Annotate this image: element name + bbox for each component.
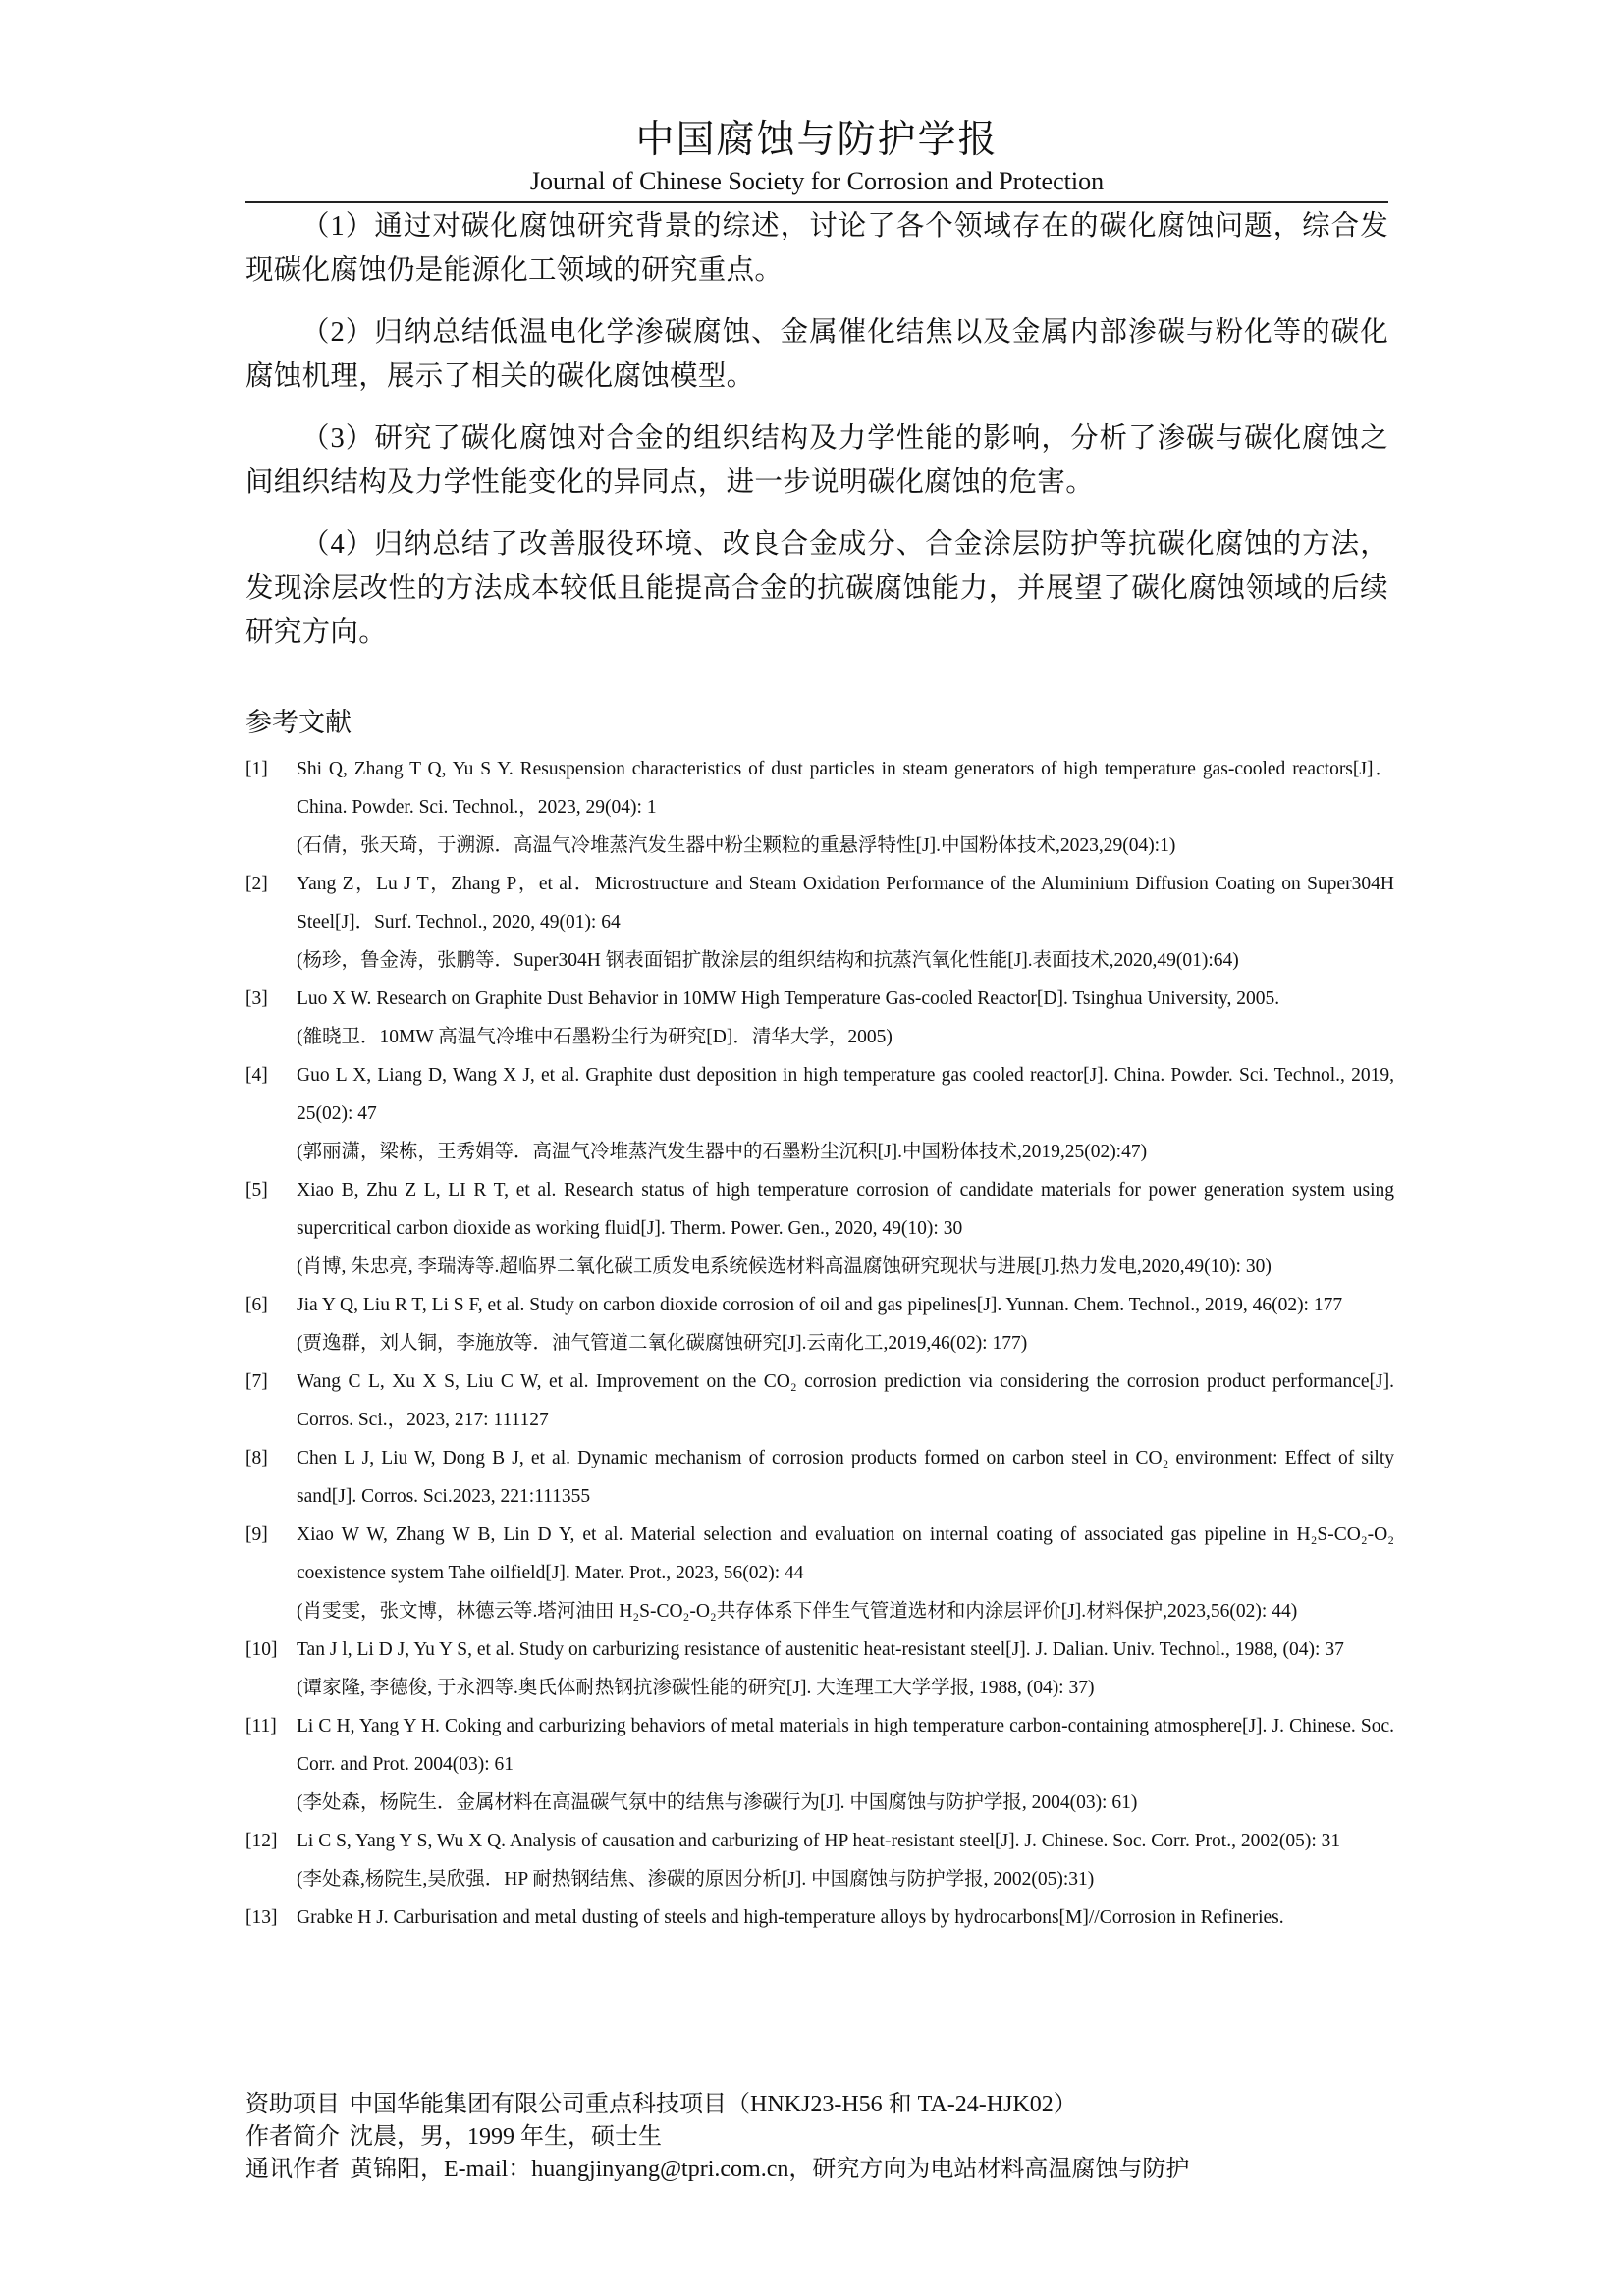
reference-number: [12]: [245, 1831, 278, 1851]
reference-number: [1]: [245, 759, 268, 779]
journal-title-cn: 中国腐蚀与防护学报: [635, 119, 999, 161]
reference-list: [245, 750, 1394, 1937]
reference-item: [245, 1707, 1394, 1822]
reference-item: [245, 1056, 1394, 1171]
conclusion-paragraph: （2）归纳总结低温电化学渗碳腐蚀、金属催化结焦以及金属内部渗碳与粉化等的碳化腐蚀机理，展示了相关的碳化腐蚀模型。: [245, 317, 1388, 392]
author-text: 沈晨，男，1999 年生，硕士生: [350, 2124, 662, 2150]
reference-number: [13]: [245, 1907, 278, 1928]
funding-text: 中国华能集团有限公司重点科技项目（HNKJ23-H56 和 TA-24-HJK02）: [350, 2092, 1077, 2117]
reference-text-cn: (郭丽潇，梁栋，王秀娟等．高温气冷堆蒸汽发生器中的石墨粉尘沉积[J].中国粉体技术,2019,25(02):47): [297, 1142, 1148, 1162]
reference-text-en: Guo L X, Liang D, Wang X J, et al. Graphite dust deposition in high temperature gas cooled reactor[J]. China. Powder. Sci. Technol., 2019, 25(02): 47: [297, 1065, 1394, 1124]
reference-number: [10]: [245, 1639, 278, 1660]
reference-text-en: Grabke H J. Carburisation and metal dusting of steels and high-temperature alloys by hydrocarbons[M]//Corrosion in Refineries.: [297, 1907, 1284, 1928]
conclusion-paragraph: （4）归纳总结了改善服役环境、改良合金成分、合金涂层防护等抗碳化腐蚀的方法，发现涂层改性的方法成本较低且能提高合金的抗碳腐蚀能力，并展望了碳化腐蚀领域的后续研究方向。: [245, 529, 1388, 648]
reference-number: [8]: [245, 1448, 268, 1468]
reference-text-en: Li C H, Yang Y H. Coking and carburizing behaviors of metal materials in high temperature carbon-containing atmosphere[J]. J. Chinese. Soc. Corr. and Prot. 2004(03): 61: [297, 1716, 1394, 1775]
reference-item: [245, 1362, 1394, 1439]
reference-text-en: Jia Y Q, Liu R T, Li S F, et al. Study on carbon dioxide corrosion of oil and gas pipelines[J]. Yunnan. Chem. Technol., 2019, 46(02): 177: [297, 1295, 1343, 1315]
reference-text-en: Li C S, Yang Y S, Wu X Q. Analysis of causation and carburizing of HP heat-resistant steel[J]. J. Chinese. Soc. Corr. Prot., 2002(05): 31: [297, 1831, 1341, 1851]
reference-item: [245, 1630, 1394, 1707]
reference-number: [2]: [245, 874, 268, 894]
reference-text-cn: (雒晓卫．10MW 高温气冷堆中石墨粉尘行为研究[D]．清华大学，2005): [297, 1027, 893, 1047]
reference-text-en: Wang C L, Xu X S, Liu C W, et al. Improvement on the CO₂ corrosion prediction via considering the corrosion product performance[J]. Corros. Sci.，2023, 217: 111127: [297, 1371, 1394, 1430]
reference-text-en: Xiao W W, Zhang W B, Lin D Y, et al. Material selection and evaluation on internal coating of associated gas pipeline in H₂S-CO₂-O₂ coexistence system Tahe oilfield[J]. Mater. Prot., 2023, 56(02): 44: [297, 1524, 1394, 1583]
reference-item: [245, 865, 1394, 980]
reference-item: [245, 1286, 1394, 1362]
reference-text-cn: (李处森，杨院生．金属材料在高温碳气氛中的结焦与渗碳行为[J]. 中国腐蚀与防护学报, 2004(03): 61): [297, 1792, 1138, 1813]
reference-item: [245, 750, 1394, 865]
author-note: [245, 2121, 1189, 2154]
reference-text-cn: (石倩，张天琦，于溯源．高温气冷堆蒸汽发生器中粉尘颗粒的重悬浮特性[J].中国粉体技术,2023,29(04):1): [297, 835, 1176, 856]
author-label: 作者简介: [245, 2124, 340, 2150]
reference-number: [6]: [245, 1295, 268, 1315]
reference-text-en: Tan J l, Li D J, Yu Y S, et al. Study on carburizing resistance of austenitic heat-resistant steel[J]. J. Dalian. Univ. Technol., 1988, (04): 37: [297, 1639, 1344, 1660]
reference-number: [4]: [245, 1065, 268, 1086]
corresponding-author-note: [245, 2154, 1189, 2186]
reference-text-cn: (肖博, 朱忠亮, 李瑞涛等.超临界二氧化碳工质发电系统候选材料高温腐蚀研究现状与进展[J].热力发电,2020,49(10): 30): [297, 1256, 1272, 1277]
funding-label: 资助项目: [245, 2092, 340, 2117]
contact-text: 黄锦阳，E-mail：huangjinyang@tpri.com.cn，研究方向为电站材料高温腐蚀与防护: [350, 2157, 1190, 2182]
reference-number: [9]: [245, 1524, 268, 1545]
header-rule: [245, 201, 1388, 203]
reference-item: [245, 1898, 1394, 1937]
reference-text-en: Yang Z，Lu J T，Zhang P，et al．Microstructure and Steam Oxidation Performance of the Aluminium Diffusion Coating on Super304H Steel[J]．Surf. Technol., 2020, 49(01): 64: [297, 874, 1394, 933]
reference-item: [245, 1171, 1394, 1286]
reference-text-en: Luo X W. Research on Graphite Dust Behavior in 10MW High Temperature Gas-cooled Reactor[D]. Tsinghua University, 2005.: [297, 988, 1280, 1009]
reference-text-cn: (谭家隆, 李德俊, 于永泗等.奥氏体耐热钢抗渗碳性能的研究[J]. 大连理工大学学报, 1988, (04): 37): [297, 1678, 1095, 1698]
conclusion-paragraph: （1）通过对碳化腐蚀研究背景的综述，讨论了各个领域存在的碳化腐蚀问题，综合发现碳化腐蚀仍是能源化工领域的研究重点。: [245, 211, 1388, 286]
reference-number: [7]: [245, 1371, 268, 1392]
reference-number: [5]: [245, 1180, 268, 1201]
conclusions-section: [245, 204, 1388, 672]
reference-text-cn: (杨珍，鲁金涛，张鹏等．Super304H 钢表面铝扩散涂层的组织结构和抗蒸汽氧化性能[J].表面技术,2020,49(01):64): [297, 950, 1239, 971]
reference-item: [245, 1439, 1394, 1516]
reference-text-en: Xiao B, Zhu Z L, LI R T, et al. Research status of high temperature corrosion of candidate materials for power generation system using supercritical carbon dioxide as working fluid[J]. Therm. Power. Gen., 2020, 49(10): 30: [297, 1180, 1394, 1239]
reference-item: [245, 1822, 1394, 1898]
reference-number: [11]: [245, 1716, 277, 1736]
reference-item: [245, 1516, 1394, 1630]
reference-text-cn: (贾逸群，刘人铜，李施放等．油气管道二氧化碳腐蚀研究[J].云南化工,2019,46(02): 177): [297, 1333, 1028, 1354]
conclusion-paragraph: （3）研究了碳化腐蚀对合金的组织结构及力学性能的影响，分析了渗碳与碳化腐蚀之间组织结构及力学性能变化的异同点，进一步说明碳化腐蚀的危害。: [245, 423, 1388, 498]
reference-text-cn: (肖雯雯，张文博，林德云等.塔河油田 H₂S-CO₂-O₂共存体系下伴生气管道选材和内涂层评价[J].材料保护,2023,56(02): 44): [297, 1601, 1298, 1622]
funding-note: [245, 2089, 1189, 2121]
journal-header: [245, 116, 1388, 198]
journal-title-en: Journal of Chinese Society for Corrosion and Protection: [529, 167, 1105, 195]
article-footnotes: [245, 2089, 1189, 2186]
contact-label: 通讯作者: [245, 2157, 340, 2182]
reference-item: [245, 980, 1394, 1056]
reference-text-cn: (李处森,杨院生,吴欣强．HP 耐热钢结焦、渗碳的原因分析[J]. 中国腐蚀与防护学报, 2002(05):31): [297, 1869, 1095, 1890]
references-heading: 参考文献: [245, 708, 352, 737]
reference-text-en: Chen L J, Liu W, Dong B J, et al. Dynamic mechanism of corrosion products formed on carbon steel in CO₂ environment: Effect of silty sand[J]. Corros. Sci.2023, 221:111355: [297, 1448, 1394, 1507]
reference-text-en: Shi Q, Zhang T Q, Yu S Y. Resuspension characteristics of dust particles in steam generators of high temperature gas-cooled reactors[J]．China. Powder. Sci. Technol.，2023, 29(04): 1: [297, 759, 1394, 818]
reference-number: [3]: [245, 988, 268, 1009]
